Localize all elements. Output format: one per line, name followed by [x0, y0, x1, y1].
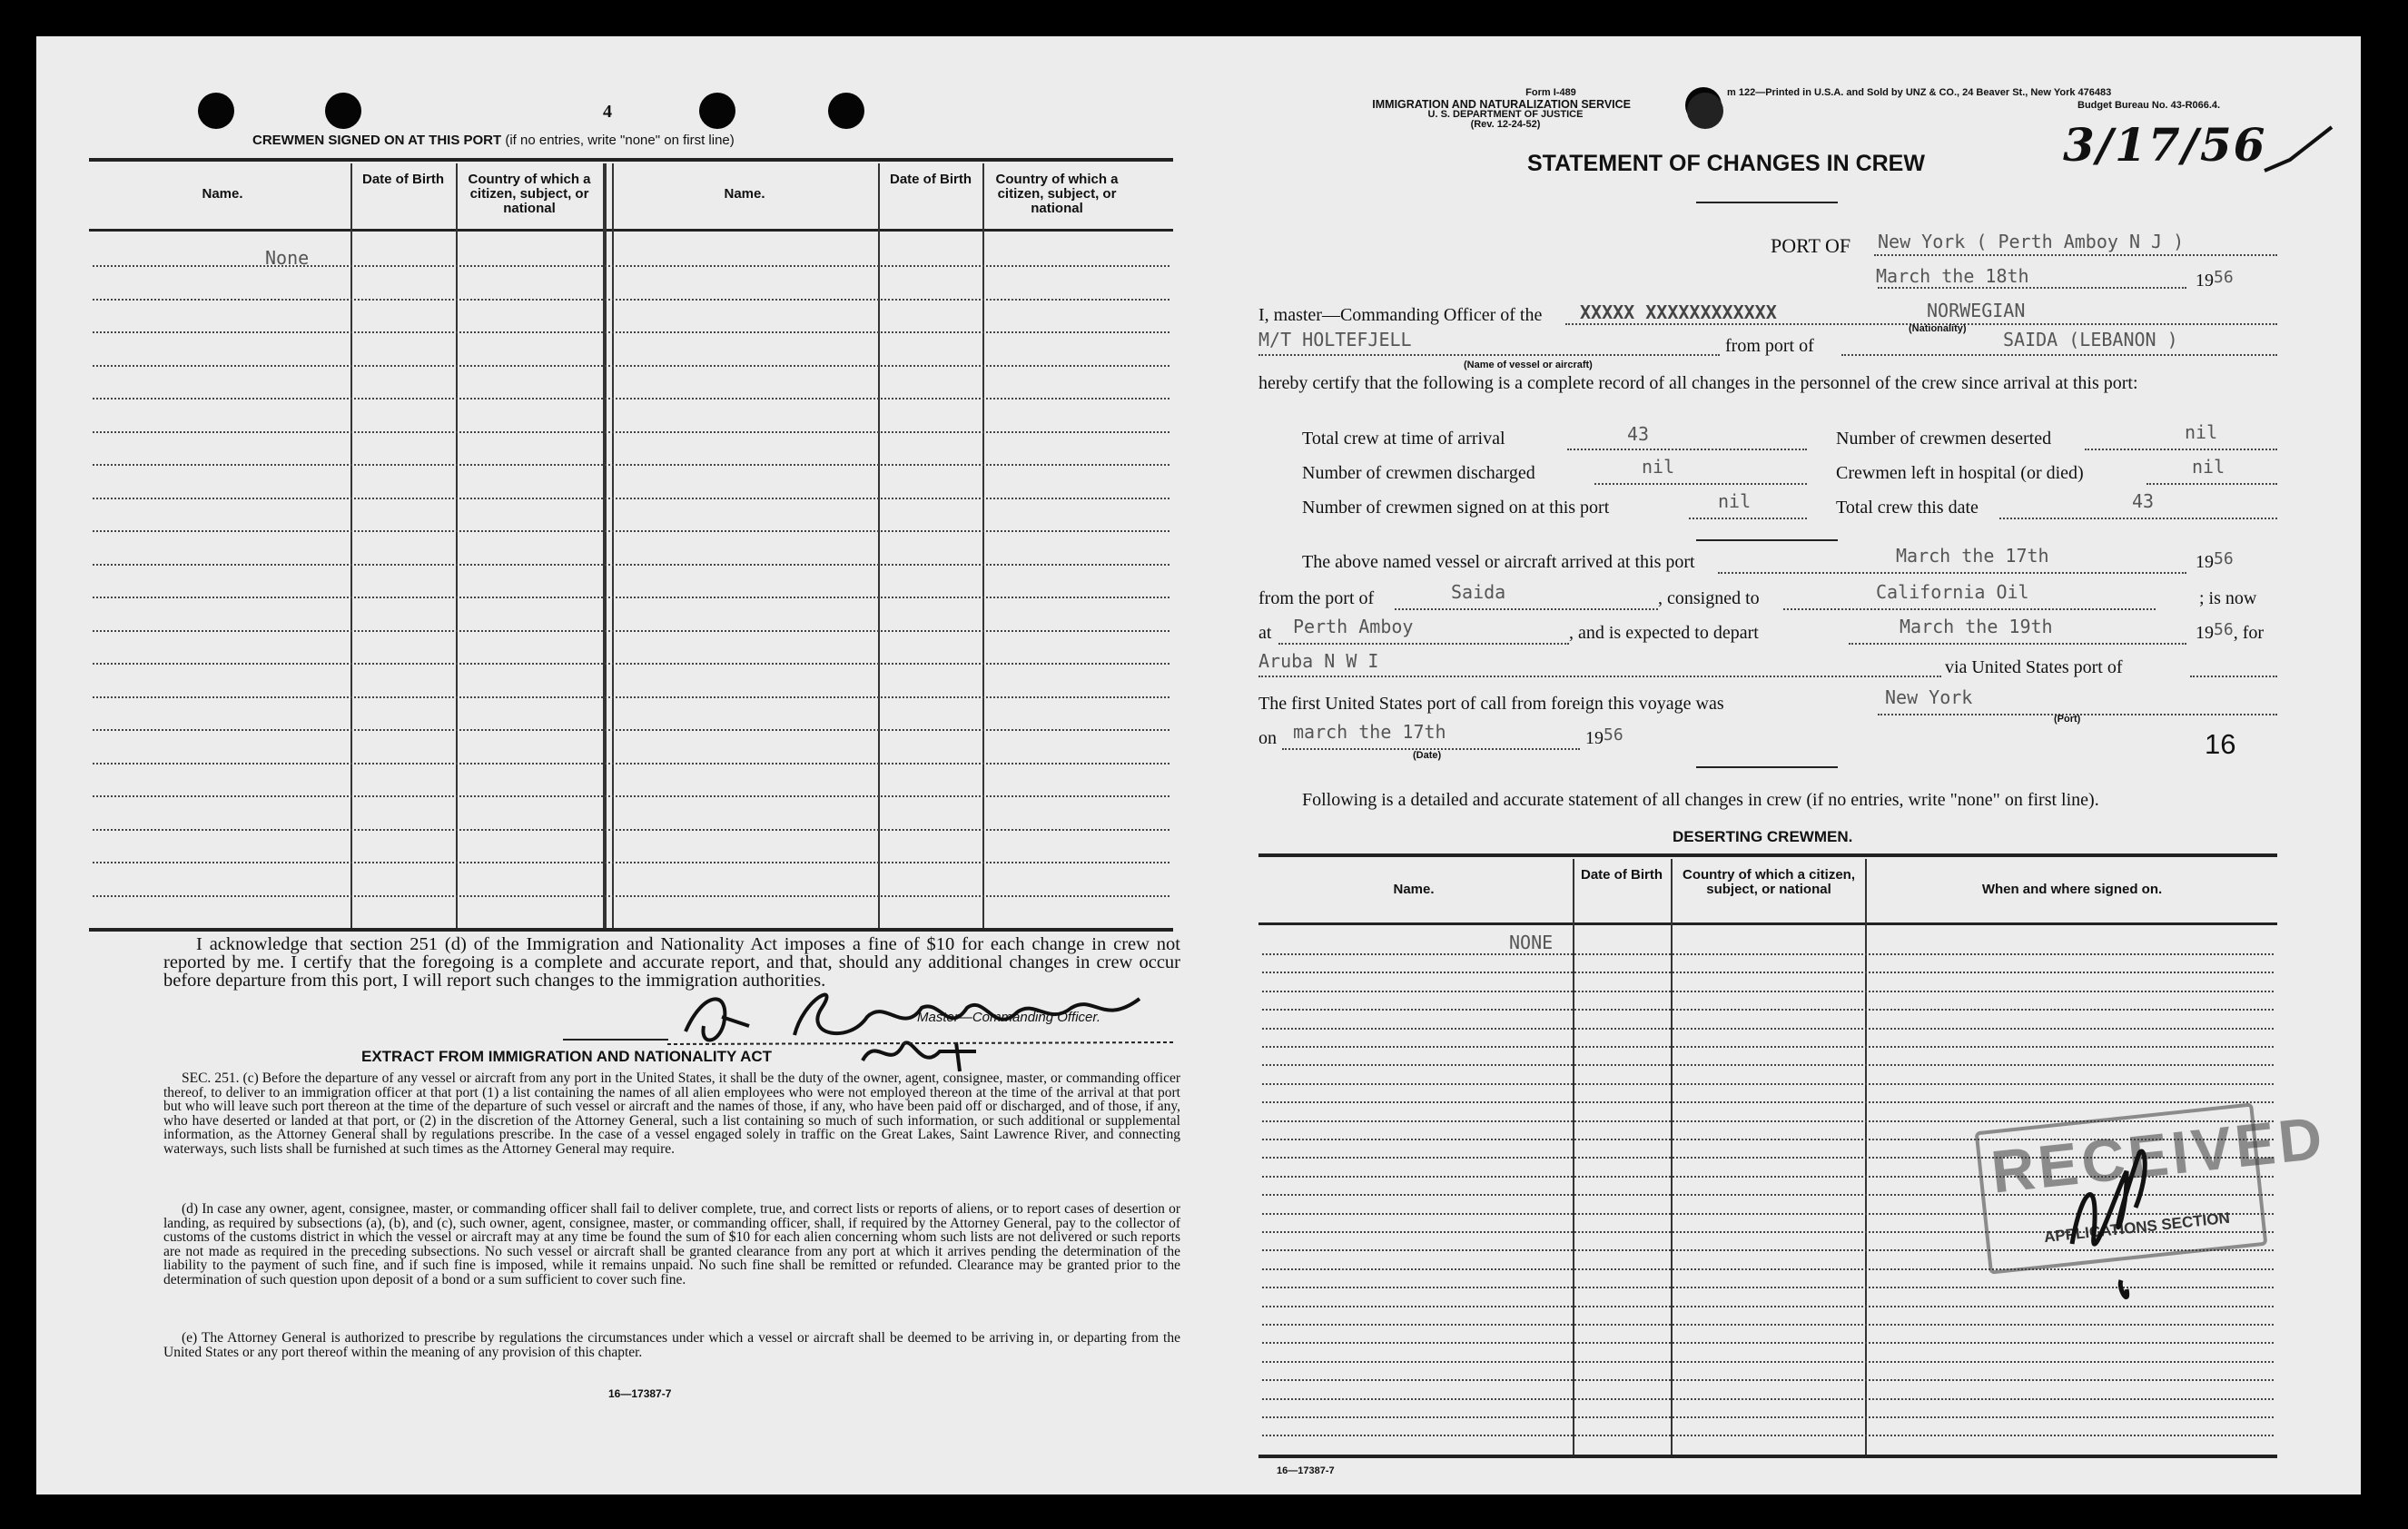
- check-mark: [2263, 123, 2335, 178]
- table-row-line: [93, 365, 1169, 367]
- from-port-label: from port of: [1725, 336, 1814, 356]
- table-row-line: [1262, 1009, 2274, 1011]
- printer-line: m 122—Printed in U.S.A. and Sold by UNZ & CO., 24 Beaver St., New York 476483: [1727, 87, 2112, 98]
- discharged-label: Number of crewmen discharged: [1302, 463, 1535, 483]
- form-number: Form I-489: [1525, 87, 1576, 98]
- col-header-country: Country of which a citizen, subject, or national: [468, 172, 591, 216]
- from-port2-label: from the port of: [1258, 588, 1375, 608]
- department-name: U. S. DEPARTMENT OF JUSTICE: [1427, 109, 1584, 120]
- total-date-value: 43: [2132, 490, 2155, 512]
- depart-year: 1956, for: [2196, 620, 2265, 643]
- consigned-label: , consigned to: [1658, 588, 1760, 608]
- table-row-line: [1262, 1342, 2274, 1344]
- col-header-dob: Date of Birth: [1581, 867, 1663, 883]
- deserting-title: DESERTING CREWMEN.: [1673, 828, 1853, 845]
- agency-name: IMMIGRATION AND NATURALIZATION SERVICE: [1372, 98, 1631, 111]
- col-header-name: Name.: [724, 186, 765, 202]
- stamp-subtext: APPLICATIONS SECTION: [2043, 1208, 2231, 1247]
- arrived-date: March the 17th: [1896, 545, 2049, 567]
- table-row-line: [1262, 1028, 2274, 1030]
- year-field: 1956: [2196, 268, 2234, 291]
- nationality-caption: (Nationality): [1909, 323, 1967, 334]
- col-header-name: Name.: [202, 186, 243, 202]
- is-now-label: ; is now: [2199, 588, 2257, 608]
- table-header-rule: [1258, 922, 2277, 925]
- table-row-line: [93, 265, 1169, 267]
- table-top-rule: [89, 158, 1173, 162]
- date-caption: (Date): [1413, 750, 1442, 761]
- table-row-line: [93, 829, 1169, 831]
- table-row-line: [93, 729, 1169, 731]
- col-header-signed-on: When and where signed on.: [1981, 882, 2163, 897]
- table-row-line: [1262, 1379, 2274, 1381]
- footer-code: 16—17387-7: [1277, 1465, 1335, 1476]
- master-label: I, master—Commanding Officer of the: [1258, 305, 1543, 325]
- signer-label: Master—Commanding Officer.: [917, 1010, 1101, 1025]
- vessel-name: M/T HOLTEFJELL: [1258, 329, 1412, 350]
- deserted-value: nil: [2185, 421, 2218, 443]
- form-revision: (Rev. 12-24-52): [1470, 119, 1541, 130]
- col-header-name: Name.: [1393, 882, 1435, 897]
- from-port-value: SAIDA (LEBANON ): [2003, 329, 2178, 350]
- center-divider: [603, 163, 607, 928]
- date-line-value: March the 18th: [1876, 265, 2029, 287]
- following-text: Following is a detailed and accurate statement of all changes in crew (if no entries, write "none" on first line).: [1302, 790, 2099, 810]
- table-row-line: [1262, 1416, 2274, 1418]
- stamped-number: 16: [2205, 728, 2236, 760]
- punch-hole: [325, 93, 361, 129]
- via-label: via United States port of: [1945, 657, 2123, 677]
- first-port-value: New York: [1885, 686, 1973, 708]
- signed-on-value: nil: [1718, 490, 1752, 512]
- center-divider: [612, 163, 614, 928]
- table-bottom-rule: [89, 928, 1173, 932]
- footer-code: 16—17387-7: [608, 1387, 672, 1400]
- col-header-dob: Date of Birth: [362, 172, 444, 187]
- acknowledgement-text: I acknowledge that section 251 (d) of the Immigration and Nationality Act imposes a fine of $10 for each change in crew not reported by me. I certify that the foregoing is a complete and accurate report, and that, should any additional changes in crew occur before departure from this port, I will report such changes to the immigration authorities.: [163, 934, 1180, 991]
- arrived-year: 1956: [2196, 549, 2234, 572]
- nationality-value: NORWEGIAN: [1927, 300, 2026, 321]
- column-divider: [982, 163, 984, 928]
- table-row-line: [93, 464, 1169, 466]
- port-of-value: New York ( Perth Amboy N J ): [1878, 231, 2185, 252]
- table-top-rule: [1258, 853, 2277, 857]
- arrived-label: The above named vessel or aircraft arrived at this port: [1302, 552, 1695, 572]
- table-header-rule: [89, 229, 1173, 232]
- stamp-text: RECEIVED: [1988, 1103, 2329, 1206]
- left-page: [36, 36, 1208, 1494]
- depart-date: March the 19th: [1900, 616, 2053, 637]
- section-251-c: SEC. 251. (c) Before the departure of any vessel or aircraft from any port in the United States, it shall be the duty of the owner, agent, consignee, master, or commanding officer thereof, to deliver to an immigration officer at that port (1) a list containing the names of all alien employees who were not employed thereon at the time of the arrival at that port but who will leave such port thereon at the time of the departure of such vessel or aircraft and the names of those, if any, who have been paid off or discharged, and of those, if any, who have deserted or landed at that port, or (2) in the discretion of the Attorney General, such a list containing so much of such information, or such additional or supplemental information, as the Attorney General shall by regulations prescribe. In the case of a vessel engaged solely in traffic on the Great Lakes, Saint Lawrence River, and connecting waterways, such lists shall be furnished at such times as the Attorney General may require.: [163, 1070, 1180, 1157]
- on-label: on: [1258, 728, 1277, 748]
- table-row-line: [93, 597, 1169, 598]
- table-row-line: [93, 862, 1169, 863]
- section-rule: [1696, 539, 1838, 541]
- section-rule: [1696, 766, 1838, 768]
- punch-hole: [828, 93, 864, 129]
- table-row-line: [1262, 953, 2274, 955]
- form-title: STATEMENT OF CHANGES IN CREW: [1527, 151, 1925, 176]
- page-number: 4: [603, 102, 612, 122]
- struck-out-text: XXXXX XXXXXXXXXXXX: [1580, 301, 1777, 323]
- table-row-line: [1262, 1398, 2274, 1400]
- column-divider: [350, 163, 352, 928]
- table-row-line: [93, 564, 1169, 566]
- table-row-line: [93, 663, 1169, 665]
- table-row-line: [1262, 1064, 2274, 1066]
- first-port-label: The first United States port of call from foreign this voyage was: [1258, 694, 1724, 714]
- budget-bureau: Budget Bureau No. 43-R066.4.: [2077, 100, 2221, 111]
- table-row-line: [1262, 1361, 2274, 1363]
- title-rule: [1696, 202, 1838, 203]
- table-row-line: [93, 299, 1169, 301]
- table-row-line: [1262, 1324, 2274, 1326]
- table-row-line: [93, 895, 1169, 897]
- column-divider: [456, 163, 458, 928]
- table-row-line: [93, 398, 1169, 400]
- table-row-line: [1262, 1435, 2274, 1436]
- column-divider: [878, 163, 880, 928]
- table-row-line: [1262, 972, 2274, 973]
- section-251-e: (e) The Attorney General is authorized to prescribe by regulations the circumstances under which a vessel or aircraft shall be deemed to be arriving in, or departing from the United States or any port thereof within the meaning of any provision of this chapter.: [163, 1330, 1180, 1360]
- on-date-value: march the 17th: [1293, 721, 1446, 743]
- table-row-line: [93, 530, 1169, 532]
- section-251-d: (d) In case any owner, agent, consignee, master, or commanding officer shall fail to deliver complete, true, and correct lists or reports of aliens, or to report cases of desertion or landing, as required by subsections (a), (b), and (c), such owner, agent, consignee, master, or commanding officer, shall, if required by the Attorney General, pay to the collector of customs of the customs district in which the vessel or aircraft may at any time be found the sum of $10 for each alien concerning whom such lists are not delivered or such reports are not made as required in the preceding subsections. No such vessel or aircraft shall be granted clearance from any port at which it arrives pending the determination of the liability to the payment of such fine, and if such fine is imposed, while it remains unpaid. No such fine shall be remitted or refunded. Clearance may be granted prior to the determination of such question upon deposit of a bond or a sum sufficient to cover such fine.: [163, 1201, 1180, 1287]
- port-of-label: PORT OF: [1771, 234, 1851, 257]
- punch-hole: [198, 93, 234, 129]
- deserted-label: Number of crewmen deserted: [1836, 429, 2052, 449]
- col-header-country: Country of which a citizen, subject, or national: [995, 172, 1119, 216]
- signed-on-label: Number of crewmen signed on at this port: [1302, 498, 1610, 518]
- table-row-line: [93, 630, 1169, 632]
- port-caption: (Port): [2054, 714, 2081, 725]
- hospital-value: nil: [2192, 456, 2225, 478]
- table-row-line: [93, 331, 1169, 333]
- table-bottom-rule: [1258, 1455, 2277, 1458]
- col-header-country: Country of which a citizen, subject, or national: [1682, 867, 1855, 897]
- vessel-caption: (Name of vessel or aircraft): [1464, 360, 1593, 370]
- from-port2-value: Saida: [1451, 581, 1506, 603]
- section-rule: [563, 1039, 668, 1041]
- col-header-dob: Date of Birth: [890, 172, 972, 187]
- consignee-value: California Oil: [1876, 581, 2029, 603]
- table-row-line: [93, 431, 1169, 433]
- table-row-line: [1262, 1046, 2274, 1048]
- destination-value: Aruba N W I: [1258, 650, 1379, 672]
- total-arrival-label: Total crew at time of arrival: [1302, 429, 1505, 449]
- total-date-label: Total crew this date: [1836, 498, 1979, 518]
- on-year: 1956: [1585, 725, 1623, 748]
- table-row-line: [1262, 1083, 2274, 1085]
- at-port-value: Perth Amboy: [1293, 616, 1414, 637]
- officer-initials: [2063, 1135, 2190, 1317]
- punch-hole: [1687, 93, 1723, 129]
- first-entry: NONE: [1509, 932, 1554, 953]
- table-row-line: [1262, 991, 2274, 992]
- first-entry: None: [265, 247, 310, 269]
- handwritten-date: 3/17/56: [2063, 118, 2267, 172]
- table-row-line: [93, 498, 1169, 499]
- extract-title: EXTRACT FROM IMMIGRATION AND NATIONALITY ACT: [361, 1048, 773, 1065]
- right-page: [1200, 36, 2361, 1494]
- punch-hole: [699, 93, 735, 129]
- table-row-line: [93, 696, 1169, 698]
- crewmen-signed-on-title: CREWMEN SIGNED ON AT THIS PORT (if no entries, write "none" on first line): [252, 133, 735, 148]
- table-row-line: [93, 795, 1169, 797]
- at-label: at: [1258, 623, 1272, 643]
- certify-text: hereby certify that the following is a complete record of all changes in the personnel of the crew since arrival at this port:: [1258, 373, 2138, 393]
- table-row-line: [1262, 1101, 2274, 1103]
- total-arrival-value: 43: [1627, 423, 1650, 445]
- discharged-value: nil: [1642, 456, 1675, 478]
- table-row-line: [93, 763, 1169, 764]
- expected-label: , and is expected to depart: [1569, 623, 1759, 643]
- hospital-label: Crewmen left in hospital (or died): [1836, 463, 2084, 483]
